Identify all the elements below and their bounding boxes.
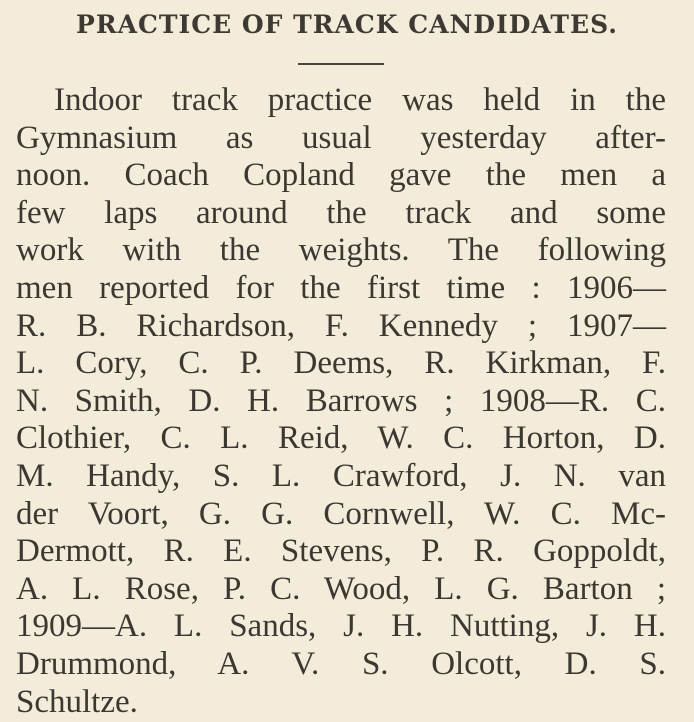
article-line: M. Handy, S. L. Crawford, J. N. van <box>16 457 666 494</box>
article-line: Gymnasium as usual yesterday after- <box>16 119 666 156</box>
article-line: Drummond, A. V. S. Olcott, D. S. <box>16 645 666 682</box>
article-line: A. L. Rose, P. C. Wood, L. G. Barton ; <box>16 570 666 607</box>
article-line: work with the weights. The following <box>16 232 666 269</box>
article-line: noon. Coach Copland gave the men a <box>16 157 666 194</box>
article-line: men reported for the first time : 1906— <box>16 269 666 306</box>
article-line: L. Cory, C. P. Deems, R. Kirkman, F. <box>16 345 666 382</box>
headline-divider <box>298 63 384 65</box>
article-line: Clothier, C. L. Reid, W. C. Horton, D. <box>16 420 666 457</box>
article-headline: PRACTICE OF TRACK CANDIDATES. <box>76 10 618 39</box>
article-line: N. Smith, D. H. Barrows ; 1908—R. C. <box>16 382 666 419</box>
article-line: R. B. Richardson, F. Kennedy ; 1907— <box>16 307 666 344</box>
article-line: Schultze. <box>16 683 138 720</box>
article-line: Indoor track practice was held in the <box>54 82 666 118</box>
article-line: few laps around the track and some <box>16 194 666 231</box>
article-line: 1909—A. L. Sands, J. H. Nutting, J. H. <box>16 608 666 645</box>
article-line: der Voort, G. G. Cornwell, W. C. Mc- <box>16 495 666 532</box>
article-line: Dermott, R. E. Stevens, P. R. Goppoldt, <box>16 533 666 570</box>
article-body <box>16 82 666 721</box>
